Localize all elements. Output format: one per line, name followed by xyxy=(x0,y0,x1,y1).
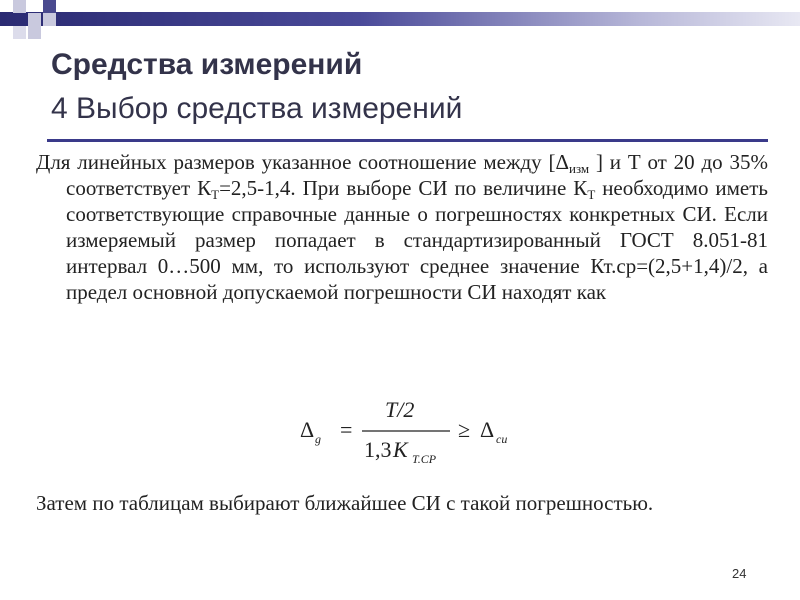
formula-greater-equal: ≥ xyxy=(458,417,471,442)
subscript-t: Т xyxy=(587,187,596,202)
formula-lhs-delta: Δ xyxy=(300,417,315,442)
paragraph1-part-c: =2,5-1,4. При выборе СИ по величине К xyxy=(219,176,588,200)
header-band xyxy=(0,12,800,26)
paragraph1-part-a: Для линейных размеров указанное соотношение между [Δ xyxy=(36,150,569,174)
decor-square xyxy=(43,0,56,13)
formula-lhs-subscript: g xyxy=(315,432,321,446)
paragraph1-part-b: ] и Т от 20 до 35% соответствует К xyxy=(66,150,768,200)
slide-title: Средства измерений xyxy=(51,48,363,81)
formula-numerator: T/2 xyxy=(385,397,415,422)
subscript-t: Т xyxy=(211,187,220,202)
decor-square xyxy=(13,26,26,39)
decor-square xyxy=(43,13,56,26)
decorative-squares xyxy=(0,0,70,50)
error-limit-formula xyxy=(300,395,530,470)
subscript-izm: изм xyxy=(569,161,590,176)
formula-rhs-delta: Δ xyxy=(480,417,495,442)
formula-denominator-subscript: T.CP xyxy=(412,452,437,466)
formula-denominator-variable: K xyxy=(393,437,408,462)
title-divider xyxy=(47,139,768,142)
formula-rhs-subscript: си xyxy=(496,432,508,446)
decor-square xyxy=(28,13,41,26)
decor-square xyxy=(28,26,41,39)
paragraph-table-selection: Затем по таблицам выбирают ближайшее СИ с такой погрешностью. xyxy=(36,491,654,515)
paragraph1-part-d: необходимо иметь соответствующие справочные данные о погрешностях конкретных СИ. Если измеряемый размер попадает в стандартизированный ГОСТ 8.051-81 интервал 0…500 мм, то используют среднее значение Кт.ср=(2,5+1,4)/2, а предел основной допускаемой погрешности СИ находят как xyxy=(66,176,768,304)
page-number: 24 xyxy=(732,566,747,581)
decor-square xyxy=(13,0,26,13)
formula-denominator-coefficient: 1,3 xyxy=(364,437,392,462)
paragraph-measurement-choice xyxy=(36,149,768,305)
slide-subtitle: 4 Выбор средства измерений xyxy=(51,92,463,125)
formula-equals: = xyxy=(340,417,353,442)
